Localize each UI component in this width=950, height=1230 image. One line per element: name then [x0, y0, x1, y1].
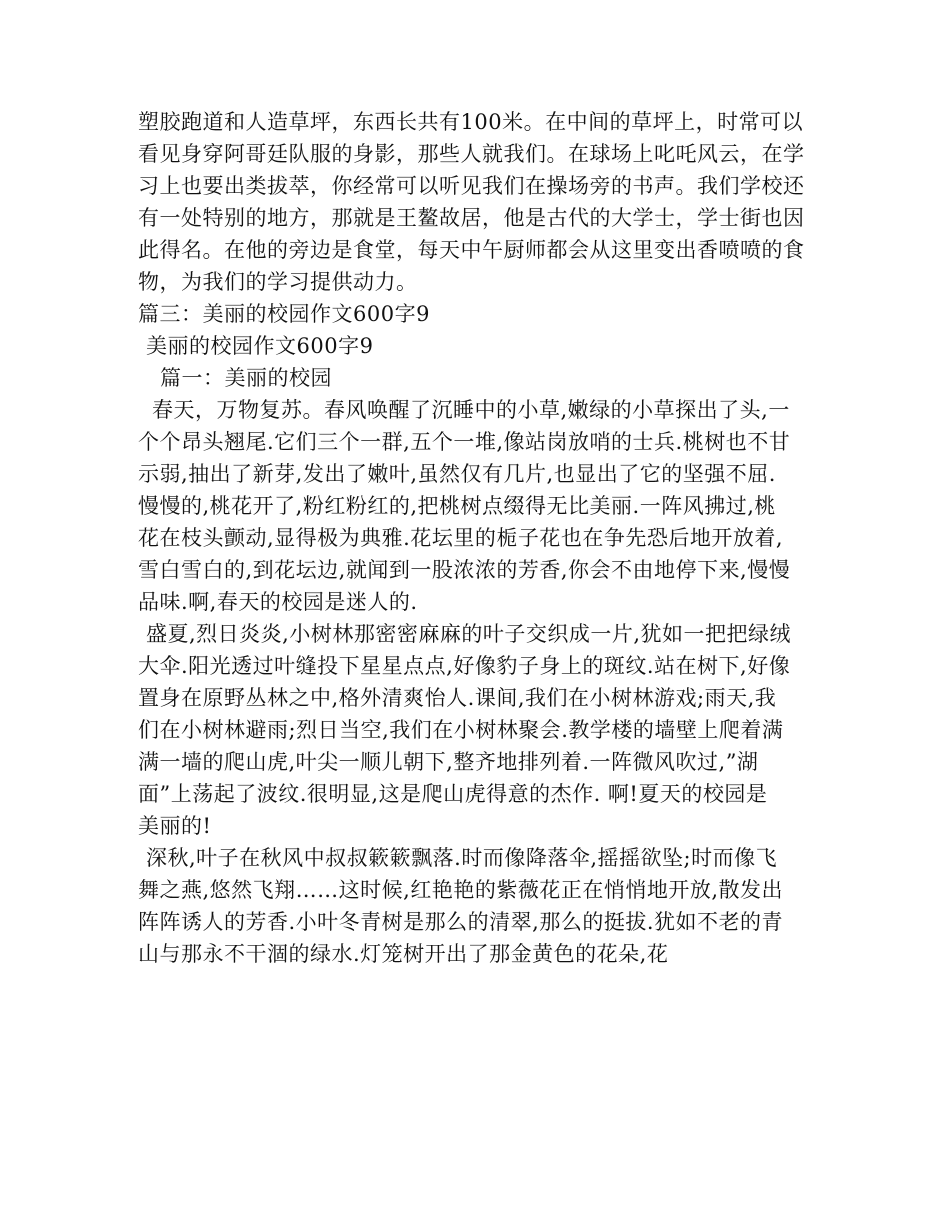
text-line: 塑胶跑道和人造草坪，东西长共有100米。在中间的草坪上，时常可以 — [138, 110, 804, 134]
text-line: 有一处特别的地方，那就是王鳌故居，他是古代的大学士，学士街也因 — [138, 206, 805, 230]
text-line: 面”上荡起了波纹.很明显,这是爬山虎得意的杰作. 啊!夏天的校园是 — [138, 782, 768, 806]
text-line: 习上也要出类拔萃，你经常可以听见我们在操场旁的书声。我们学校还 — [138, 174, 805, 198]
text-line: 山与那永不干涸的绿水.灯笼树开出了那金黄色的花朵,花 — [138, 942, 669, 966]
text-line: 看见身穿阿哥廷队服的身影，那些人就我们。在球场上叱吒风云，在学 — [138, 142, 805, 166]
text-line: 个个昂头翘尾.它们三个一群,五个一堆,像站岗放哨的士兵.桃树也不甘 — [138, 430, 791, 454]
text-line: 此得名。在他的旁边是食堂，每天中午厨师都会从这里变出香喷喷的食 — [138, 238, 805, 262]
document-body — [138, 106, 814, 970]
heading-text: 篇一：美丽的校园 — [160, 366, 332, 390]
text-line: 们在小树林避雨;烈日当空,我们在小树林聚会.教学楼的墙壁上爬着满 — [138, 718, 784, 742]
text-line: 慢慢的,桃花开了,粉红粉红的,把桃树点缀得无比美丽.一阵风拂过,桃 — [138, 494, 776, 518]
text-line: 阵阵诱人的芳香.小叶冬青树是那么的清翠,那么的挺拔.犹如不老的青 — [138, 910, 784, 934]
text-line: 舞之燕,悠然飞翔……这时候,红艳艳的紫薇花正在悄悄地开放,散发出 — [138, 878, 784, 902]
text-line: 雪白雪白的,到花坛边,就闻到一股浓浓的芳香,你会不由地停下来,慢慢 — [138, 558, 791, 582]
text-line: 美丽的! — [138, 814, 212, 838]
paragraph-campus-facilities — [138, 106, 814, 298]
text-line: 花在枝头颤动,显得极为典雅.花坛里的栀子花也在争先恐后地开放着, — [138, 526, 784, 550]
text-line: 深秋,叶子在秋风中叔叔簌簌飘落.时而像降落伞,摇摇欲坠;时而像飞 — [146, 846, 778, 870]
paragraph-spring — [138, 394, 814, 618]
heading-text: 篇三：美丽的校园作文600字9 — [138, 302, 430, 326]
paragraph-summer — [138, 618, 814, 842]
text-line: 春天，万物复苏。春风唤醒了沉睡中的小草,嫩绿的小草探出了头,一 — [152, 398, 790, 422]
text-line: 大伞.阳光透过叶缝投下星星点点,好像豹子身上的斑纹.站在树下,好像 — [138, 654, 791, 678]
paragraph-autumn — [138, 842, 814, 970]
text-line: 示弱,抽出了新芽,发出了嫩叶,虽然仅有几片,也显出了它的坚强不屈. — [138, 462, 776, 486]
text-line: 物，为我们的学习提供动力。 — [138, 270, 418, 294]
text-line: 满一墙的爬山虎,叶尖一顺儿朝下,整齐地排列着.一阵微风吹过,”湖 — [138, 750, 759, 774]
heading-text: 美丽的校园作文600字9 — [146, 334, 374, 358]
essay-title — [138, 330, 814, 362]
section-heading-part-three — [138, 298, 814, 330]
text-line: 置身在原野丛林之中,格外清爽怡人.课间,我们在小树林游戏;雨天,我 — [138, 686, 777, 710]
subsection-heading-part-one — [138, 362, 814, 394]
text-line: 盛夏,烈日炎炎,小树林那密密麻麻的叶子交织成一片,犹如一把把绿绒 — [146, 622, 792, 646]
text-line: 品味.啊,春天的校园是迷人的. — [138, 590, 418, 614]
